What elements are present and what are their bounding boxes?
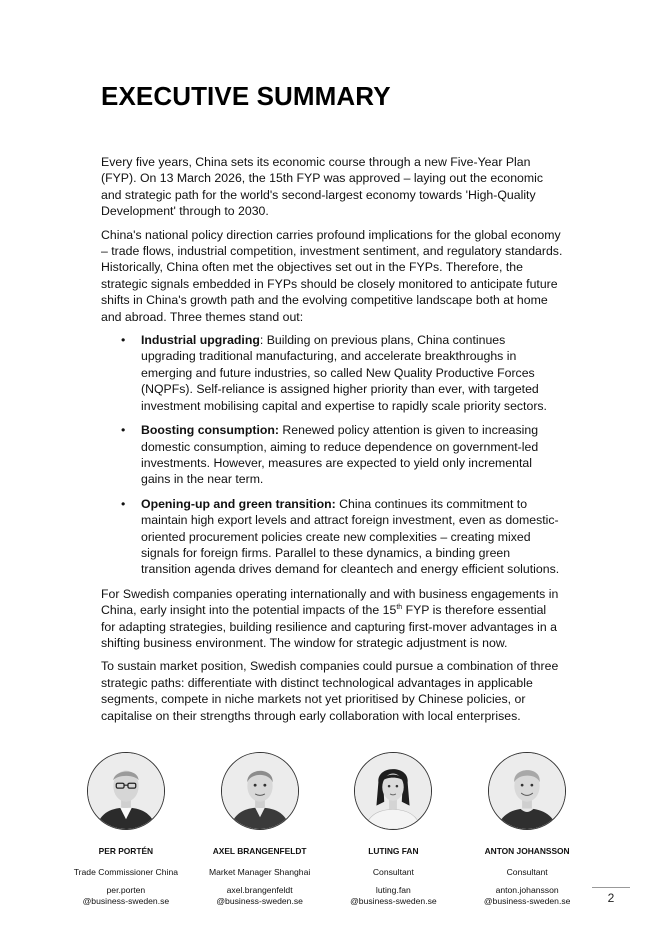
intro-paragraph: Every five years, China sets its economic course through a new Five-Year Plan (FYP). On 13 March 2026, the 15th FYP was approved – laying out the economic and strategic path for the world's second-largest economy towards 'High-Quality Development' through to 2030.	[101, 155, 544, 219]
theme-heading: Boosting consumption:	[141, 423, 279, 438]
member-email: luting.fan @business-sweden.se	[350, 885, 437, 906]
member-name: PER PORTÉN	[98, 846, 154, 856]
theme-heading: Opening-up and green transition:	[141, 496, 336, 511]
avatar	[488, 752, 566, 830]
theme-text: China continues its commitment to maintain high export levels and attract foreign investment, even as domestic-oriented procurement policies create new complexities – creating mixed signals for foreign firms. Parallel to these dynamics, a binding green transition agenda drives demand for cleantech and energy efficient solutions.	[141, 496, 560, 577]
avatar	[354, 752, 432, 830]
member-name: LUTING FAN	[368, 846, 419, 856]
summary-body	[101, 154, 563, 731]
member-role: Trade Commissioner China	[73, 866, 179, 877]
avatar	[221, 752, 299, 830]
theme-text: : Building on previous plans, China continues upgrading traditional manufacturing, and accelerate breakthroughs in emerging and future industries, so called New Quality Productive Forces (NQPFs). Self-reliance is assigned higher priority than ever, with targeted investment mobilising capital and expertise to rapidly scale priority sectors.	[141, 333, 547, 413]
member-email: per.porten @business-sweden.se	[82, 885, 170, 906]
theme-heading: Industrial upgrading	[141, 333, 260, 348]
team-member	[59, 752, 193, 906]
page-title: EXECUTIVE SUMMARY	[101, 81, 391, 111]
themes-list	[101, 332, 563, 578]
member-role: Consultant	[372, 866, 414, 877]
team-member	[193, 752, 327, 906]
theme-text: Renewed policy attention is given to increasing domestic consumption, aiming to reduce dependence on government-led investments. However, measures are expected to yield only incremental gains in the near term.	[141, 423, 539, 487]
member-email: anton.johansson @business-sweden.se	[483, 885, 571, 906]
list-item	[141, 496, 563, 578]
member-name: AXEL BRANGENFELDT	[212, 846, 307, 856]
page-number: 2	[592, 887, 630, 905]
swedish-companies-paragraph: For Swedish companies operating internationally and with business engagements in China, early insight into the potential impacts of the 15th FYP is therefore essential for adapting strategies, building resilience and capturing first-mover advantages in a shifting business environment. The window for strategic adjustment is now.	[101, 586, 559, 650]
member-name: ANTON JOHANSSON	[484, 846, 570, 856]
team-contacts	[59, 752, 594, 906]
member-role: Market Manager Shanghai	[208, 866, 311, 877]
team-member	[460, 752, 594, 906]
strategic-paths-paragraph: To sustain market position, Swedish companies could pursue a combination of three strategic paths: differentiate with distinct technological advantages in applicable segments, compete in niche markets not yet prioritised by Chinese policies, or capitalise on their strengths through early collaboration with local enterprises.	[101, 659, 559, 723]
list-item	[141, 332, 563, 414]
avatar	[87, 752, 165, 830]
member-email: axel.brangenfeldt @business-sweden.se	[216, 885, 303, 906]
team-member	[327, 752, 461, 906]
member-role: Consultant	[506, 866, 548, 877]
list-item	[141, 422, 563, 488]
policy-paragraph: China's national policy direction carries profound implications for the global economy – trade flows, industrial competition, investment sentiment, and regulatory standards. Historically, China often met the objectives set out in the FYPs. Therefore, the strategic signals embedded in FYPs should be closely monitored to anticipate future shifts in China's growth path and the evolving competitive landscape both at home and abroad. Three themes stand out:	[101, 227, 563, 324]
